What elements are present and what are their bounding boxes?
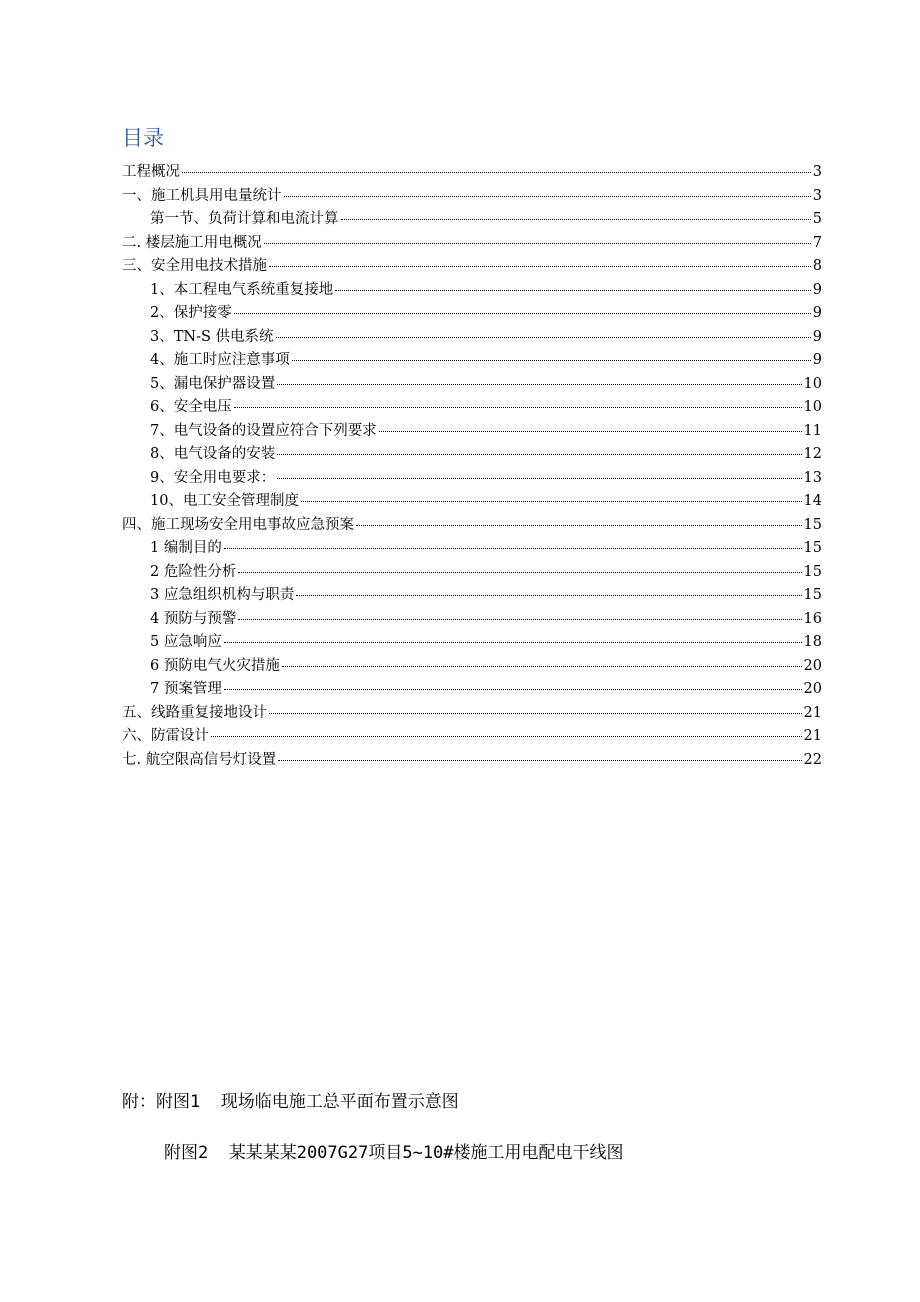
toc-entry-page: 21 — [803, 704, 822, 721]
toc-entry-label: 6、安全电压 — [150, 399, 232, 415]
toc-leader — [292, 360, 811, 361]
toc-entry-label: 8、电气设备的安装 — [150, 446, 276, 462]
toc-leader — [335, 290, 811, 291]
toc-entry-page: 11 — [803, 422, 822, 439]
toc-leader — [356, 525, 802, 526]
toc-entry[interactable] — [150, 630, 822, 654]
toc-entry-label: 二. 楼层施工用电概况 — [122, 234, 262, 251]
toc-leader — [234, 313, 811, 314]
toc-entry[interactable] — [150, 560, 822, 584]
toc-entry-label: 2 危险性分析 — [150, 563, 237, 580]
toc-entry-label: 一、施工机具用电量统计 — [122, 187, 282, 204]
toc-entry-label: 4 预防与预警 — [150, 610, 237, 627]
toc-entry-page: 21 — [803, 728, 822, 744]
toc-entry-page: 22 — [803, 751, 822, 768]
toc-entry-page: 9 — [812, 281, 822, 298]
toc-leader — [234, 407, 802, 408]
toc-entry[interactable] — [150, 395, 822, 419]
toc-leader — [276, 337, 811, 338]
toc-entry-label: 5、漏电保护器设置 — [150, 375, 276, 392]
toc-entry-page: 9 — [812, 352, 822, 368]
toc-entry[interactable] — [122, 701, 822, 725]
toc-entry[interactable] — [150, 372, 822, 396]
toc-entry-page: 16 — [803, 610, 822, 627]
toc-entry[interactable] — [150, 466, 822, 490]
toc-entry[interactable] — [150, 442, 822, 466]
toc-entry-page: 18 — [803, 634, 822, 650]
toc-entry-label: 4、施工时应注意事项 — [150, 352, 290, 368]
toc-entry[interactable] — [150, 654, 822, 678]
toc-leader — [301, 501, 802, 502]
toc-entry-page: 9 — [812, 305, 822, 321]
toc-entry[interactable] — [150, 348, 822, 372]
toc-entry-page: 5 — [812, 211, 822, 227]
toc-leader — [224, 689, 802, 690]
toc-entry[interactable] — [122, 513, 822, 537]
toc-leader — [264, 243, 811, 244]
toc-entry-label: 三、安全用电技术措施 — [122, 258, 267, 274]
toc-entry[interactable] — [150, 419, 822, 443]
toc-entry-label: 七. 航空限高信号灯设置 — [122, 751, 277, 768]
toc-entry[interactable] — [150, 325, 822, 349]
toc-leader — [284, 196, 811, 197]
toc-entry[interactable] — [122, 724, 822, 748]
toc-leader — [211, 736, 802, 737]
toc-entry-label: 第一节、负荷计算和电流计算 — [150, 211, 339, 227]
appendix-line-1: 附：附图1 现场临电施工总平面布置示意图 — [122, 1092, 459, 1112]
toc-entry-page: 7 — [812, 234, 822, 251]
toc-entry[interactable] — [150, 583, 822, 607]
toc-entry-page: 3 — [812, 164, 822, 180]
toc-entry-label: 2、保护接零 — [150, 305, 232, 321]
toc-entry-label: 3、TN-S 供电系统 — [150, 328, 274, 345]
toc-entry[interactable] — [122, 254, 822, 278]
toc-leader — [238, 572, 801, 573]
toc-entry[interactable] — [150, 489, 822, 513]
toc-entry-page: 12 — [803, 446, 822, 462]
toc-entry-page: 20 — [803, 681, 822, 697]
toc-entry-label: 1 编制目的 — [150, 540, 222, 556]
toc-leader — [238, 619, 801, 620]
toc-leader — [277, 384, 801, 385]
toc-leader — [224, 642, 802, 643]
toc-entry-page: 15 — [803, 540, 822, 556]
toc-leader — [182, 172, 811, 173]
toc-entry-label: 9、安全用电要求： — [150, 469, 276, 486]
toc-entry-page: 10 — [803, 399, 822, 415]
toc-entry-label: 四、施工现场安全用电事故应急预案 — [122, 516, 354, 533]
toc-entry[interactable] — [150, 301, 822, 325]
toc-entry[interactable] — [150, 607, 822, 631]
toc-entry-label: 3 应急组织机构与职责 — [150, 587, 295, 603]
toc-entry-label: 7 预案管理 — [150, 681, 222, 697]
toc-entry[interactable] — [122, 184, 822, 208]
toc-entry-label: 10、电工安全管理制度 — [150, 493, 299, 509]
toc-leader — [282, 666, 802, 667]
toc-entry-page: 9 — [812, 328, 822, 345]
toc-entry[interactable] — [122, 748, 822, 772]
toc-leader — [296, 595, 801, 596]
toc-entry-page: 20 — [803, 657, 822, 674]
toc-entry-page: 14 — [803, 493, 822, 509]
toc-entry[interactable] — [122, 160, 822, 184]
toc-entry-page: 8 — [812, 258, 822, 274]
toc-entry-page: 10 — [803, 375, 822, 392]
toc-leader — [277, 454, 801, 455]
toc-entry-label: 六、防雷设计 — [122, 728, 209, 744]
toc-entry-page: 15 — [803, 516, 822, 533]
toc-entry-page: 15 — [803, 563, 822, 580]
toc-entry-label: 6 预防电气火灾措施 — [150, 657, 280, 674]
toc-entry[interactable] — [150, 207, 822, 231]
toc-entry-page: 13 — [803, 469, 822, 486]
toc-entry-label: 1、本工程电气系统重复接地 — [150, 281, 334, 298]
toc-leader — [341, 219, 811, 220]
toc-entry[interactable] — [150, 677, 822, 701]
toc-entry[interactable] — [150, 536, 822, 560]
toc-title: 目录 — [122, 126, 164, 150]
toc-leader — [277, 478, 801, 479]
toc-entry[interactable] — [122, 231, 822, 255]
toc-leader — [224, 548, 802, 549]
toc-entry-label: 5 应急响应 — [150, 634, 222, 650]
toc-entry-label: 7、电气设备的设置应符合下列要求 — [150, 422, 377, 439]
toc-leader — [278, 760, 801, 761]
toc-entry-page: 15 — [803, 587, 822, 603]
toc-leader — [269, 713, 802, 714]
toc-entry-label: 五、线路重复接地设计 — [122, 704, 267, 721]
toc-leader — [269, 266, 811, 267]
toc-leader — [379, 431, 802, 432]
toc-entry-page: 3 — [812, 187, 822, 204]
appendix-line-2: 附图2 某某某某2007G27项目5~10#楼施工用电配电干线图 — [164, 1143, 624, 1163]
toc-entry-label: 工程概况 — [122, 164, 180, 180]
toc-entry[interactable] — [150, 278, 822, 302]
